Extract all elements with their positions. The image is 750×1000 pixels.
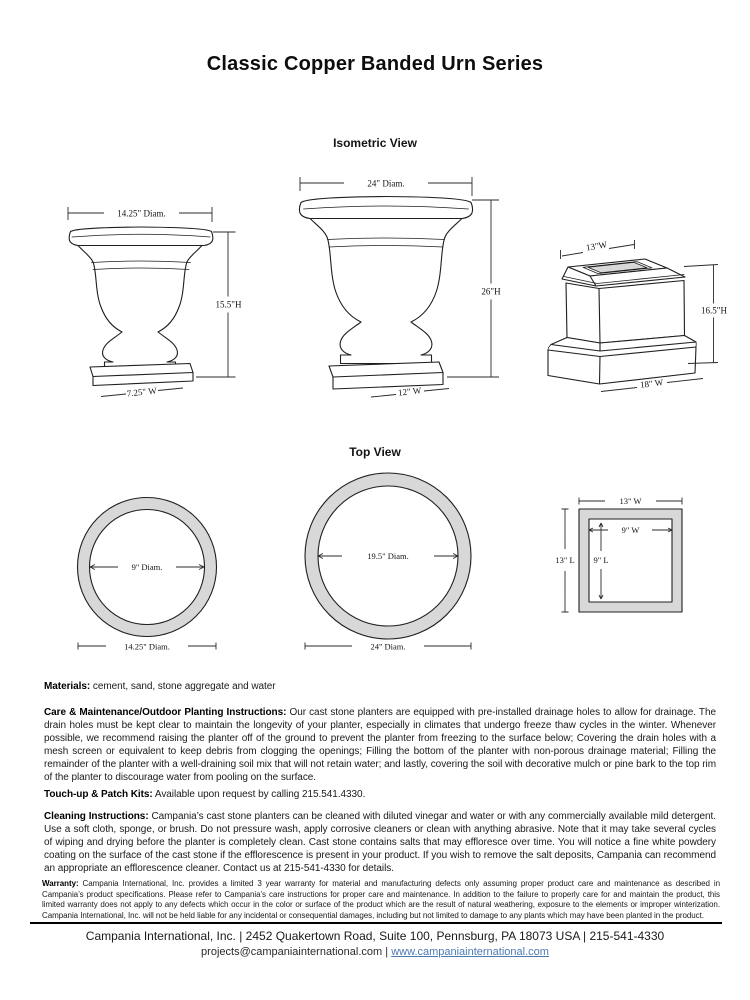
materials-section (44, 680, 716, 693)
dim-label-square-outer-length: 13" L (555, 555, 575, 565)
care-section (44, 706, 716, 784)
dim-label-circle-small-outer: 14.25" Diam. (124, 641, 170, 652)
dim-label-urn-small-height: 15.5"H (215, 299, 242, 310)
dim-label-pedestal-height: 16.5"H (701, 305, 727, 316)
page-title: Classic Copper Banded Urn Series (206, 53, 544, 75)
dim-label-square-outer-width: 13" W (619, 496, 642, 506)
dim-label-pedestal-base: 18" W (639, 377, 664, 390)
urn-large-drawing (299, 177, 501, 398)
warranty-section (42, 879, 720, 921)
dim-label-circle-large-inner: 19.5" Diam. (367, 551, 409, 561)
footer-email: projects@campaniainternational.com (201, 946, 383, 958)
care-label: Care & Maintenance/Outdoor Planting Instructions: (44, 707, 287, 718)
warranty-text: Campania International, Inc. provides a limited 3 year warranty for material and manufacturing defects only assuming proper product care and maintenance as described in Campania’s product specifications. Please refer to Campania’s care instructions for proper care and maintenance. In addition to the failure to properly care for and maintain the product, this limited warranty does not apply to any defects which occur in the color or surface of the product which are the result of natural weathering, exposure to the elements or improper winterization. Campania International, Inc. will not be held liable for any incidental or consequential damages, including but not limited to damage to any plants which may have been planted in the product. (42, 879, 720, 920)
footer-website-link[interactable]: www.campaniainternational.com (391, 946, 549, 958)
dim-label-pedestal-top: 13"W (585, 239, 608, 253)
cleaning-section (44, 810, 716, 875)
pedestal-drawing (548, 239, 727, 391)
cleaning-text: Campania’s cast stone planters can be cleaned with diluted vinegar and water or with any commercially available mild detergent. Use a soft cloth, sponge, or brush. Do not pressure wash, apply corrosive cleaners or clean with anything abrasive. Note that it may take several cycles of wiping and drying before the planter is completely clean. Cast stone contains salts that may effloresce over time. You will notice a fine white powdery coating on the surface of the cast stone if the efflorescence is present in your product. If you wish to remove the salt deposits, Campania can recommend an appropriate an efflorescence cleaner. Contact us at 215-541-4330 for details. (44, 811, 716, 874)
urn-small-drawing (68, 207, 242, 399)
touchup-text: Available upon request by calling 215.541.4330. (152, 789, 366, 800)
top-view-heading: Top View (349, 445, 401, 459)
footer-address-line: Campania International, Inc. | 2452 Quakertown Road, Suite 100, Pennsburg, PA 18073 USA | 215-541-4330 (85, 929, 665, 943)
cleaning-label: Cleaning Instructions: (44, 811, 149, 822)
isometric-view-drawing (0, 160, 750, 420)
top-view-square (555, 496, 682, 612)
dim-label-urn-large-diameter: 24" Diam. (367, 178, 405, 189)
materials-label: Materials: (44, 681, 91, 692)
dim-label-square-inner-width: 9" W (621, 525, 640, 535)
dim-label-circle-large-outer: 24" Diam. (370, 641, 406, 652)
footer-contact-line (0, 946, 750, 958)
dim-label-urn-small-base: 7.25" W (126, 385, 158, 399)
footer-divider (30, 922, 722, 924)
dim-label-urn-large-height: 26"H (481, 286, 501, 297)
touchup-section (44, 788, 716, 801)
touchup-label: Touch-up & Patch Kits: (44, 789, 153, 800)
top-view-circle-small (78, 498, 217, 652)
footer-separator: | (382, 946, 392, 958)
dim-label-urn-large-base: 12" W (397, 385, 422, 398)
top-view-circle-large (305, 473, 471, 652)
dim-label-circle-small-inner: 9" Diam. (131, 562, 163, 572)
top-view-drawing (0, 440, 750, 665)
warranty-label: Warranty: (42, 879, 79, 888)
materials-text: cement, sand, stone aggregate and water (90, 681, 276, 692)
isometric-view-heading: Isometric View (333, 136, 417, 150)
care-text: Our cast stone planters are equipped with pre-installed drainage holes to allow for drainage. The drain holes must be kept clear to maintain the longevity of your planter, especially in climates that undergo freeze thaw cycles in the winter. Whenever possible, we recommend raising the planter off of the ground to prevent the planter from freezing to the surface below; Covering the drain holes with a mesh screen or equivalent to keep debris from clogging the openings; Filling the bottom of the planter with non-porous drainage material; Filling the remainder of the planter with a well-draining soil mix that will not retain water; and lastly, covering the soil with decorative mulch or pine bark to the top rim of the planter to discourage water from pooling on the surface. (44, 707, 717, 783)
dim-label-urn-small-diameter: 14.25" Diam. (117, 208, 166, 219)
dim-label-square-inner-length: 9" L (593, 555, 609, 565)
